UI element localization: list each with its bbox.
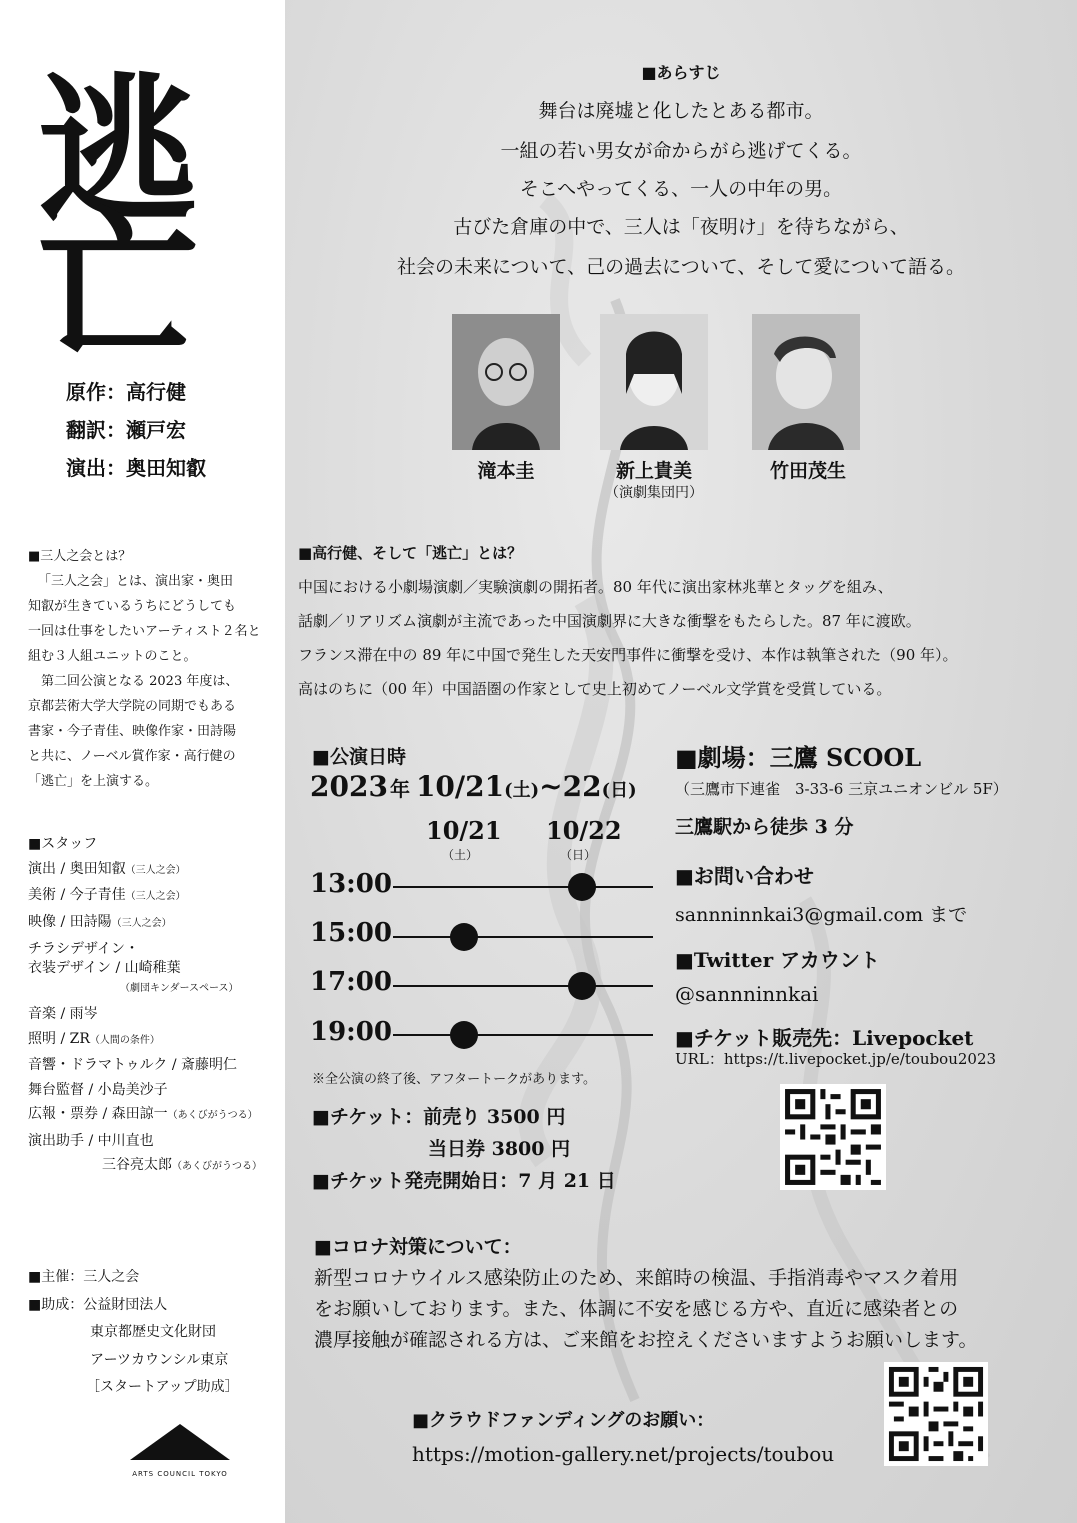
- about-line: 「逃亡」を上演する。: [28, 774, 159, 789]
- corona-line: 新型コロナウイルス感染防止のため、来館時の検温、手指消毒やマスク着用: [314, 1267, 959, 1289]
- cast-name-2: 新上貴美: [615, 460, 692, 482]
- about-line: 「三人之会」とは、演出家・奥田: [38, 574, 234, 589]
- synopsis-heading: ■あらすじ: [641, 63, 721, 82]
- twitter-handle[interactable]: @sannninnkai: [675, 982, 819, 1006]
- performance-dot: [568, 972, 596, 1000]
- staff-row: 音楽 / 雨岑: [28, 1006, 98, 1022]
- sponsor-line: ［スタートアップ助成］: [86, 1379, 239, 1395]
- twitter-heading: ■Twitter アカウント: [675, 948, 880, 972]
- credit-translation: 翻訳：瀬戸宏: [66, 418, 186, 442]
- staff-row: 衣装デザイン / 山崎稚葉: [28, 960, 181, 976]
- staff-row: 舞台監督 / 小島美沙子: [28, 1081, 168, 1098]
- staff-row: 照明 / ZR（人間の条件）: [28, 1030, 160, 1047]
- ticket-price-advance: ■チケット：前売り 3500 円: [312, 1106, 566, 1128]
- timeline-line: [393, 886, 653, 888]
- about-line: 組む３人組ユニットのこと。: [28, 649, 197, 664]
- ticket-qr-code-icon[interactable]: [780, 1084, 886, 1190]
- about-line: 第二回公演となる 2023 年度は、: [28, 674, 239, 689]
- staff-row: 映像 / 田詩陽（三人之会）: [28, 913, 172, 930]
- staff-row: 演出助手 / 中川直也: [28, 1132, 154, 1149]
- staff-list: [28, 832, 278, 1180]
- ticket-price-door: 当日券 3800 円: [428, 1138, 571, 1160]
- author-line: 高はのちに（00 年）中国語圏の作家として史上初めてノーベル文学賞を受賞している。: [298, 680, 892, 698]
- performance-dot: [450, 1021, 478, 1049]
- about-line: 一回は仕事をしたいアーティスト２名と: [28, 624, 261, 639]
- corona-heading: ■コロナ対策について：: [314, 1236, 522, 1258]
- staff-heading: ■スタッフ: [28, 836, 98, 852]
- staff-row: チラシデザイン・: [28, 941, 140, 957]
- author-line: フランス滞在中の 89 年に中国で発生した天安門事件に衝撃を受け、本作は執筆された（90 年）。: [298, 646, 958, 664]
- staff-row: 美術 / 今子青佳（三人之会）: [28, 887, 186, 903]
- crowdfunding-heading: ■クラウドファンディングのお願い：: [412, 1410, 715, 1431]
- performance-dot: [568, 873, 596, 901]
- staff-row: （劇団キンダースペース）: [120, 983, 239, 994]
- contact-heading: ■お問い合わせ: [675, 864, 814, 888]
- credit-director: 演出：奥田知叡: [66, 456, 206, 480]
- staff-row: 三谷亮太郎（あくびがうつる）: [102, 1157, 262, 1173]
- about-heading: ■三人之会とは？: [28, 549, 132, 564]
- title-char-1: 逃: [38, 56, 199, 244]
- arts-council-logo-text: ARTS COUNCIL TOKYO: [132, 1470, 228, 1478]
- synopsis-line: そこへやってくる、一人の中年の男。: [519, 178, 843, 200]
- day2-date: 10/22: [546, 816, 622, 845]
- author-line: 話劇／リアリズム演劇が主流であった中国演劇界に大きな衝撃をもたらした。87 年に渡欧。: [298, 612, 921, 630]
- synopsis-line: 一組の若い男女が命からがら逃げてくる。: [500, 140, 862, 162]
- day2-dow: （日）: [560, 848, 597, 862]
- about-line: 京都芸術大学大学院の同期でもある: [28, 699, 237, 714]
- credit-original: 原作：高行健: [66, 380, 186, 404]
- corona-section: [314, 1232, 1054, 1356]
- time-label: 13:00: [310, 869, 392, 899]
- sponsor-line: 東京都歴史文化財団: [90, 1324, 216, 1340]
- time-label: 19:00: [310, 1017, 392, 1047]
- corona-line: をお願いしております。また、体調に不安を感じる方や、直近に感染者との: [314, 1298, 959, 1320]
- cast-photo-3: [752, 314, 860, 450]
- staff-row: 広報・票券 / 森田諒一（あくびがうつる）: [28, 1106, 258, 1122]
- title-char-2: 亡: [38, 191, 199, 379]
- synopsis-line: 古びた倉庫の中で、三人は「夜明け」を待ちながら、: [453, 216, 909, 238]
- time-label: 15:00: [310, 918, 392, 948]
- sponsor-block: [28, 1264, 278, 1402]
- cast-photo-1: [452, 314, 560, 450]
- ticket-url[interactable]: URL：https://t.livepocket.jp/e/toubou2023: [675, 1050, 997, 1068]
- cast-affil-2: （演劇集団円）: [605, 485, 703, 501]
- cast-name-3: 竹田茂生: [769, 460, 846, 482]
- synopsis-line: 社会の未来について、己の過去について、そして愛について語る。: [396, 256, 966, 278]
- ticket-sale-start: ■チケット発売開始日：7 月 21 日: [312, 1170, 616, 1192]
- author-section: [298, 536, 1068, 706]
- ticket-vendor-heading: ■チケット販売先：Livepocket: [675, 1026, 974, 1050]
- crowdfunding-url[interactable]: https://motion-gallery.net/projects/toubou: [412, 1442, 835, 1466]
- arts-council-logo-icon: [122, 1418, 238, 1466]
- schedule-date: 2023 年 10/21(土)~22(日): [310, 770, 637, 803]
- timeline-line: [393, 985, 653, 987]
- schedule-heading: ■公演日時: [312, 746, 406, 768]
- author-line: 中国における小劇場演劇／実験演劇の開拓者。80 年代に演出家林兆華とタッグを組み、: [298, 578, 893, 596]
- cast-photo-2: [600, 314, 708, 450]
- staff-row: 音響・ドラマトゥルク / 斎藤明仁: [28, 1057, 237, 1073]
- sponsor-line: アーツカウンシル東京: [90, 1351, 229, 1368]
- day1-date: 10/21: [426, 816, 502, 845]
- venue-heading: ■劇場：三鷹 SCOOL: [675, 743, 922, 772]
- timeline-line: [393, 936, 653, 938]
- venue-access: 三鷹駅から徒歩 3 分: [675, 816, 854, 838]
- performance-dot: [450, 923, 478, 951]
- about-line: 書家・今子青佳、映像作家・田詩陽: [28, 724, 237, 739]
- day1-dow: （土）: [442, 848, 479, 862]
- synopsis-line: 舞台は廃墟と化したとある都市。: [538, 100, 824, 122]
- author-heading: ■高行健、そして「逃亡」とは？: [298, 544, 523, 562]
- timeline-line: [393, 1034, 653, 1036]
- about-unit: [28, 544, 273, 794]
- corona-line: 濃厚接触が確認される方は、ご来館をお控えくださいますようお願いします。: [314, 1329, 978, 1351]
- about-line: と共に、ノーベル賞作家・高行健の: [28, 749, 236, 764]
- aftertalk-note: ※全公演の終了後、アフタートークがあります。: [312, 1072, 597, 1087]
- crowdfunding-qr-code-icon[interactable]: [884, 1362, 988, 1466]
- time-label: 17:00: [310, 967, 392, 997]
- staff-row: 演出 / 奥田知叡（三人之会）: [28, 860, 186, 877]
- venue-address: （三鷹市下連雀 3-33-6 三京ユニオンビル 5F）: [675, 780, 1008, 798]
- sponsor-line: ■主催：三人之会: [28, 1269, 140, 1285]
- about-line: 知叡が生きているうちにどうしても: [28, 599, 237, 614]
- contact-email[interactable]: sannninnkai3@gmail.com まで: [675, 904, 968, 926]
- sponsor-line: ■助成：公益財団法人: [28, 1296, 168, 1313]
- cast-name-1: 滝本圭: [477, 460, 535, 482]
